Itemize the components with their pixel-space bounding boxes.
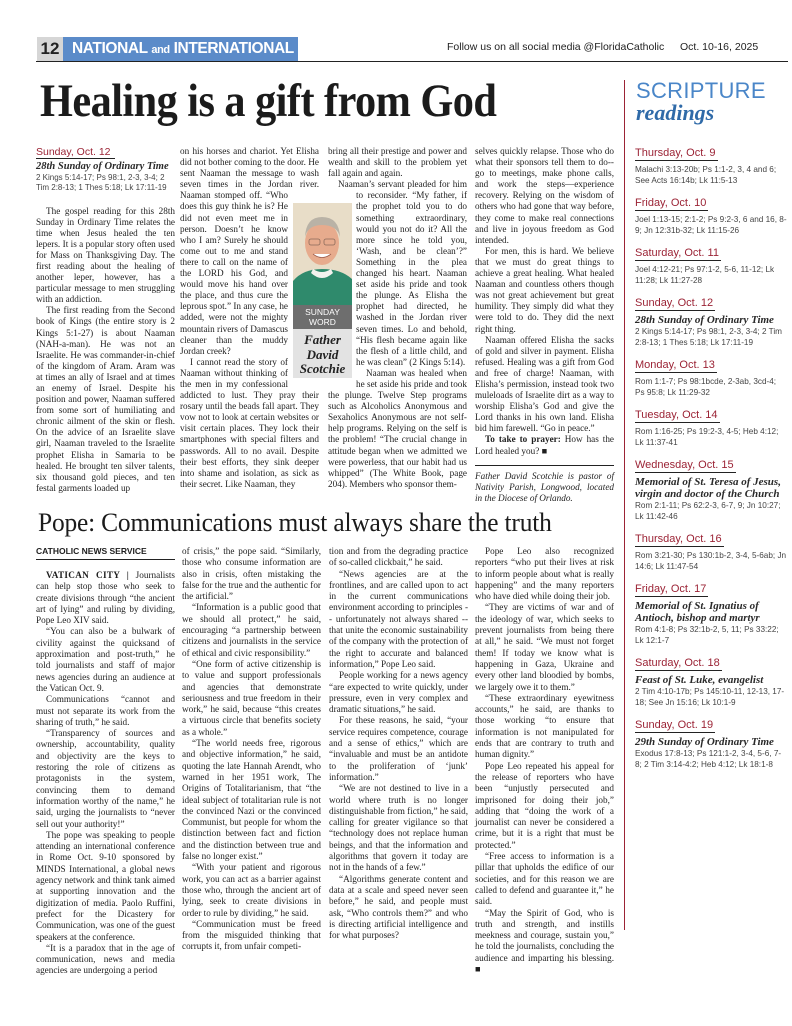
section-banner [63,37,343,61]
page-number: 12 [37,37,63,61]
reading-entry [635,143,787,186]
article-headline: Healing is a gift from God [40,75,497,127]
byline-date: Sunday, Oct. 12 [36,146,115,159]
reading-entry [635,715,787,770]
paragraph: Pope Leo also recognized reporters “who put their lives at risk to inform people about what is really happening” and the many reporters who have died while doing their job. [475,546,614,602]
reading-citations: Malachi 3:13-20b; Ps 1:1-2, 3, 4 and 6; See Acts 16:14b; Lk 11:5-13 [635,165,777,185]
paragraph: on his horses and chariot. Yet Elisha did not bother coming to the door. He sent Naaman the message to wash seven times in the Jordan river. Naaman stomped off. “Who does this guy think he is? He did not even meet me in person. Doesn’t he know who I am? Surely he should come out to me and stand there to call on the name of the LORD his God, and would move his hand over the place, and thus cure the leprous spot.” In any case, he added, were not the mighty mountain rivers of Damascus cleaner than the muddy Jordan creek? [180,146,319,356]
paragraph: “We are not destined to live in a world where truth is no longer distinguishable from fiction,” he said, calling for greater vigilance so that “technology does not replace human beings, and that the information and algorithms that govern it today are not in the hands of a few.” [329,783,468,873]
paragraph-text: Journalists can help stop those who seek to create divisions through “the ancient art of lying” and ruling by dividing, Pope Leo XIV said. [36,570,175,626]
pope-article-column-2 [182,546,321,953]
section-part2: INTERNATIONAL NEWS [169,40,343,57]
paragraph: “News agencies are at the frontlines, and are called upon to act in the current communications environment according to principles -- unfortunately not always shared -- that unite the economic sustainability of the company with the protection of the right to accurate and balanced information,” Pope Leo said. [329,568,468,669]
reading-citations: 2 Kings 5:14-17; Ps 98:1, 2-3, 3-4; 2 Tim 2:8-13; 1 Thes 5:18; Lk 17:11-19 [635,327,782,347]
paragraph: For these reasons, he said, “your service requires competence, courage and a sense of ethics,” which are “invaluable and must be an antidote to the proliferation of ‘junk’ information.” [329,715,468,782]
sidebar-title: SCRIPTURE [636,78,766,103]
reading-entry [635,193,787,236]
reading-citations: Rom 3:21-30; Ps 130:1b-2, 3-4, 5-6ab; Jn 14:6; Lk 11:47-54 [635,551,787,571]
pope-article-column-1 [36,546,175,977]
reading-date: Sunday, Oct. 12 [635,297,714,309]
column-label-line1: SUNDAY [305,307,340,317]
feast-title: 29th Sunday of Ordinary Time [635,736,774,748]
reading-entry [635,455,787,522]
author-name-line2: David [306,346,339,362]
paragraph: of crisis,” the pope said. “Similarly, those who consume information are also in crisis, often mistaking the false for the true and the authentic for the artificial.” [182,546,321,602]
paragraph: “One form of active citizenship is to value and support professionals and agencies that demonstrate seriousness and true freedom in their work,” he said, because “this creates a virtuous circle that benefits society as a whole.” [182,658,321,737]
prayer-text: How has the Lord healed you? ■ [475,434,614,456]
paragraph: The first reading from the Second book of Kings (the entire story is 2 Kings 5:1-27) is about Naaman (NAH-a-man). He was not an Israelite. He was commander-in-chief of the kingdom of Aram. Aram was at times an ally of Israel and at times an enemy of Israel. Despite his position and power, Naaman suffered from some sort of humiliating and chronic ailment of the skin or flesh. On the advice of an Israelite slave girl, Naaman traveled to the Israelite prophet Elisha in Samaria to be healed. He brought ten silver talents, six thousand gold pieces, and ten festal garments loaded up [36,305,175,493]
paragraph: “These extraordinary eyewitness accounts,” he said, are thanks to those working “to ensure that information is not manipulated for ends that are contrary to truth and human dignity.” [475,692,614,760]
paragraph: selves quickly relapse. Those who do what their sponsors tell them to do--go to meetings, make phone calls, and work the steps—experience recovery. Relying on the wisdom of others who had gone that way before, they come to make real connections and live in joyous freedom as God intended. [475,146,614,245]
paragraph: “Algorithms generate content and data at a scale and speed never seen before,” he said, and people must ask, “Who controls them?” and who is directing artificial intelligence and for what purposes? [329,873,468,941]
paragraph: The gospel reading for this 28th Sunday in Ordinary Time relates the time when Jesus healed the ten lepers. It is a popular story often used for Mass on Thanksgiving Day. The first reading about the healing of another leper, however, has a particular message to men struggling with an addiction. [36,205,175,305]
paragraph: “With your patient and rigorous work, you can act as a barrier against those who, through the ancient art of lying, seek to create divisions in order to rule by dividing,” he said. [182,862,321,918]
reading-date: Friday, Oct. 10 [635,197,707,209]
reading-date: Saturday, Oct. 18 [635,657,720,669]
sidebar-subtitle: readings [636,100,715,125]
reading-entry [635,579,787,646]
reading-citations: 2 Tim 4:10-17b; Ps 145:10-11, 12-13, 17-18; See Jn 15:16; Lk 10:1-9 [635,687,785,707]
reading-date: Thursday, Oct. 9 [635,147,716,159]
author-name-line1: Father [304,332,341,347]
reading-entry [635,405,787,448]
reading-citations: Joel 4:12-21; Ps 97:1-2, 5-6, 11-12; Lk 11:28; Lk 11:27-28 [635,265,775,285]
reading-citations: Joel 1:13-15; 2:1-2; Ps 9:2-3, 6 and 16, 8-9; Jn 12:31b-32; Lk 11:15-26 [635,215,787,235]
reading-entry [635,243,787,286]
author-portrait-image [293,203,352,305]
feast-title: Memorial of St. Ignatius of Antioch, bishop and martyr [635,600,760,624]
author-bio: Father David Scotchie is pastor of Nativity Parish, Longwood, located in the Diocese of Orlando. [475,465,614,504]
reading-date: Wednesday, Oct. 15 [635,459,734,471]
reading-date: Saturday, Oct. 11 [635,247,719,259]
news-agency-credit: CATHOLIC NEWS SERVICE [36,546,175,560]
paragraph: Naaman was healed when he set aside his pride and took the plunge. Twelve Step programs such as Alcoholics Anonymous and Sexaholics Anonymous are not self-help programs. Relying on the self is the problem! “The crucial change in attitude began when we admitted we were powerless, that our habit had us whipped” (The White Book, page 204). Members who sponsor them- [328,367,467,489]
reading-entry [635,653,787,708]
reading-citations: Rom 1:1-7; Ps 98:1bcde, 2-3ab, 3cd-4; Ps 95:8; Lk 11:29-32 [635,377,777,397]
paragraph: “The world needs free, rigorous and objective information,” he said, quoting the late Hannah Arendt, who warned in her 1951 work, The Origins of Totalitarianism, that “the ideal subject of totalitarian rule is not the convinced Nazi or the convinced Communist, but people for whom the distinction between fact and fiction and the distinction between true and false no longer exist.” [182,738,321,862]
reading-citations: Rom 2:1-11; Ps 62:2-3, 6-7, 9; Jn 10:27; Lk 11:42-46 [635,501,781,521]
paragraph: For men, this is hard. We believe that we must do great things to achieve a great healing. What healed Naaman and countless others though was not great achievement but great humility. They simply did what they were told to do. They did the next right thing. [475,245,614,334]
paragraph: tion and from the degrading practice of so-called clickbait,” he said. [329,546,468,568]
paragraph: The pope was speaking to people attending an international conference in Rome Oct. 9-10 sponsored by MINDS International, a global news agency network and think tank aimed at supporting innovation and the digitization of media. Paolo Ruffini, prefect for the Dicastery for Communication, was one of the guest speakers at the conference. [36,829,175,942]
paragraph: “Information is a public good that we should all protect,” he said, encouraging “a partnership between citizens and journalists in the service of ethical and civic responsibility.” [182,602,321,658]
column-label-line2: WORD [309,317,336,327]
author-name-line3: Scotchie [299,361,346,376]
reading-citations: Rom 4:1-8; Ps 32:1b-2, 5, 11; Ps 33:22; Lk 12:1-7 [635,625,779,645]
paragraph: Naaman’s servant pleaded for him to reconsider. “My father, if the prophet told you to do something extraordinary, would you not do it? All the more since he told you, ‘Wash, and be clean’?” Something in the plea changed his heart. Naaman set aside his pride and took the plunge. As Elisha the prophet had directed, he washed in the Jordan river seven times. Lo and behold, “His flesh became again like the flesh of a little child, and he was clean” (2 Kings 5:14). [338,179,467,367]
paragraph [36,570,175,626]
section-and: and [151,44,170,56]
reading-entry [635,355,787,398]
social-media-note: Follow us on all social media @FloridaCatholic [447,41,665,53]
reading-citations: Rom 1:16-25; Ps 19:2-3, 4-5; Heb 4:12; Lk 11:37-41 [635,427,779,447]
reading-date: Tuesday, Oct. 14 [635,409,718,421]
paragraph: I cannot read the story of Naaman without thinking of the men in my confessional addicted to lust. They pray their rosary until the beads fall apart. They vow not to look at certain websites or visit certain places. They lock their smartphones with special filters and passwords. All to no avail. Despite their best efforts, they sink deeper into shame and isolation, as sick as their secret. Like Naaman, they [180,356,319,489]
feast-title: 28th Sunday of Ordinary Time [635,314,774,326]
paragraph: Naaman offered Elisha the sacks of gold and silver in payment. Elisha refused. Healing was a gift from God and free of charge! Naaman, with Elisha’s permission, instead took two muleloads of Israelite dirt as a way to worship Elisha’s God and give the Lord thanks in his own land. Elisha bid him farewell. “Go in peace.” [475,334,614,434]
article-headline-2: Pope: Communications must always share the truth [38,507,552,537]
paragraph: “Communication must be freed from the misguided thinking that corrupts it, from unfair competi- [182,918,321,952]
header-rule [36,61,788,62]
pope-article-column-4 [475,546,614,975]
paragraph: “Transparency of sources and ownership, accountability, quality and objectivity are the keys to restoring the role of citizens as protagonists in the system, convincing them to demand information worthy of the name,” he said, urging the journalists to “never sell out your authority!” [36,728,175,829]
reading-date: Sunday, Oct. 19 [635,719,714,731]
sidebar-divider [624,80,625,930]
author-name [293,329,352,377]
article-column-1 [36,146,175,494]
paragraph: bring all their prestige and power and wealth and skill to the problem yet fall again and again. [328,146,467,179]
byline-title: 28th Sunday of Ordinary Time [36,161,169,172]
section-part1: NATIONAL [72,40,152,57]
issue-date: Oct. 10-16, 2025 [680,41,759,53]
paragraph: “May the Spirit of God, who is truth and strength, and instills meekness and courage, sustain you,” he told the journalists, concluding the audience and imparting his blessing. ■ [475,907,614,974]
reading-citations: Exodus 17:8-13; Ps 121:1-2, 3-4, 5-6, 7-8; 2 Tim 3:14-4:2; Heb 4:12; Lk 18:1-8 [635,749,782,769]
paragraph: “Free access to information is a pillar that upholds the edifice of our societies, and for this reason we are called to defend and guarantee it,” he said. [475,851,614,907]
reading-date: Thursday, Oct. 16 [635,533,722,545]
scripture-readings-list [635,143,787,777]
feast-title: Feast of St. Luke, evangelist [635,674,764,686]
paragraph: Communications “cannot and must not separate its work from the sharing of truth,” he said. [36,694,175,727]
author-photo-box [293,203,352,378]
byline-readings: 2 Kings 5:14-17; Ps 98:1, 2-3, 3-4; 2 Tim 2:8-13; 1 Thes 5:18; Lk 17:11-19 [36,172,167,192]
pope-article-column-3 [329,546,468,941]
feast-title: Memorial of St. Teresa of Jesus, virgin and doctor of the Church [635,476,781,500]
column-label [293,305,352,329]
reading-date: Friday, Oct. 17 [635,583,707,595]
paragraph: “You can also be a bulwark of civility against the quicksand of approximation and post-truth,” he told journalists and staff of major news agencies during an audience at the Vatican Oct. 9. [36,626,175,693]
prayer-prompt [475,434,614,456]
reading-date: Monday, Oct. 13 [635,359,715,371]
paragraph: “They are victims of war and of the ideology of war, which seeks to prevent journalists from being there at all,” he said. “We must not forget them! If today we know what is happening in Gaza, Ukraine and every other land bloodied by bombs, we largely owe it to them.” [475,602,614,692]
reading-entry [635,293,787,348]
paragraph: “It is a paradox that in the age of communication, news and media agencies are undergoing a period [36,942,175,976]
paragraph: Pope Leo repeated his appeal for the release of reporters who have been “unjustly persecuted and imprisoned for doing their job,” adding that “doing the work of a journalist can never be considered a crime, but it is a right that must be protected.” [475,760,614,850]
article-column-4 [475,146,614,504]
paragraph: People working for a news agency “are expected to write quickly, under pressure, even in very complex and dramatic situations,” he said. [329,670,468,715]
reading-entry [635,529,787,572]
prayer-label: To take to prayer: [485,434,561,445]
dateline: VATICAN CITY | [46,570,130,580]
